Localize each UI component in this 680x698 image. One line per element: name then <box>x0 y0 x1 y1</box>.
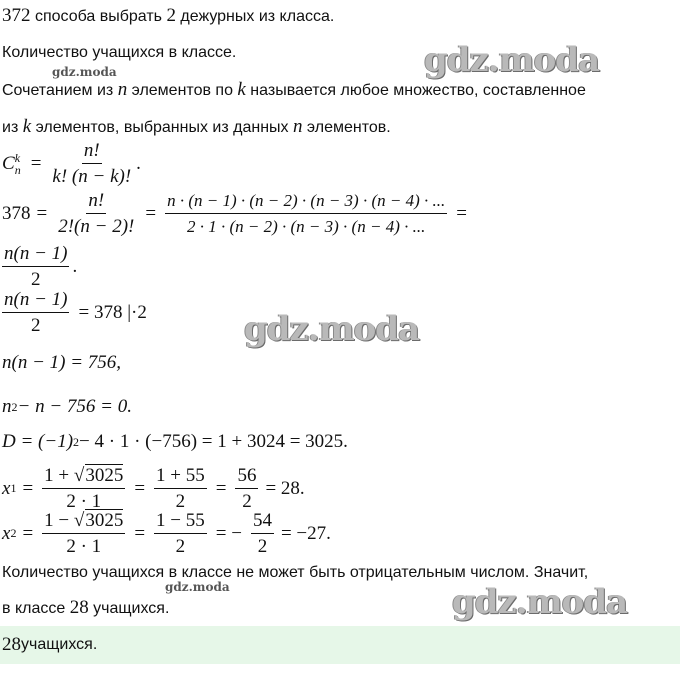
numerator: 54 <box>251 510 274 534</box>
denominator: 2 <box>30 315 41 336</box>
conclusion-line-1: Количество учащихся в классе не может быть отрицательным числом. Значит, <box>2 564 589 581</box>
equals: = <box>215 477 227 499</box>
denominator: 2 <box>175 491 186 512</box>
fraction <box>2 243 69 290</box>
fraction <box>154 465 207 512</box>
numerator: n(n − 1) <box>2 243 69 267</box>
text: = 28. <box>265 477 305 499</box>
fraction <box>42 465 125 512</box>
quadratic-equation <box>2 396 132 418</box>
fraction-line <box>2 243 77 290</box>
watermark-logo: gdz.moda <box>424 40 600 80</box>
numerator: n · (n − 1) · (n − 2) · (n − 3) · (n − 4) · ... <box>165 190 447 214</box>
text: дежурных из класса. <box>175 8 335 25</box>
number: 2 <box>166 5 176 26</box>
number: 28 <box>69 597 89 618</box>
equation-756: n(n − 1) = 756, <box>2 352 122 373</box>
denominator: 2!(n − 2)! <box>58 216 135 237</box>
fraction <box>2 289 69 336</box>
numerator: 1 − √3025 <box>42 510 125 534</box>
text: элементов, выбранных из данных <box>31 119 293 136</box>
equals: = − <box>215 522 242 544</box>
watermark-small: gdz.moda <box>52 65 117 79</box>
watermark-logo: gdz.moda <box>244 309 420 349</box>
text: − 4 · 1 · (−756) = 1 + 3024 = 3025. <box>79 431 348 452</box>
fraction <box>165 190 447 237</box>
var-k: k <box>22 116 32 137</box>
exponent: 2 <box>11 399 18 414</box>
fraction <box>56 190 136 237</box>
number: 378 <box>2 202 31 224</box>
fraction <box>42 510 125 557</box>
equals: = <box>36 202 48 224</box>
var-x: x <box>2 522 11 544</box>
numerator: n! <box>82 140 102 164</box>
text: способа выбрать <box>30 8 167 25</box>
equals: = <box>22 522 34 544</box>
denominator: 2 <box>257 536 268 557</box>
denominator: 2 · 1 <box>66 491 102 512</box>
fraction <box>50 140 133 187</box>
var-n: n <box>292 116 303 137</box>
numerator: 56 <box>235 465 258 489</box>
equals: = <box>456 202 467 224</box>
text: называется любое множество, составленное <box>245 82 586 99</box>
fraction <box>235 465 258 512</box>
denominator: 2 · 1 · (n − 2) · (n − 3) · (n − 4) · ... <box>186 217 426 236</box>
denominator: 2 <box>175 536 186 557</box>
definition-line-2 <box>2 117 391 138</box>
text: = −27. <box>280 522 331 544</box>
denominator: k! (n − k)! <box>52 166 132 187</box>
discriminant <box>2 431 348 453</box>
conclusion-line-2 <box>2 598 169 619</box>
question-line: Количество учащихся в классе. <box>2 44 237 61</box>
equals: = <box>134 522 146 544</box>
denominator: 2 · 1 <box>66 536 102 557</box>
number: 372 <box>2 5 31 26</box>
answer-box <box>0 626 680 664</box>
var-k: k <box>237 79 246 100</box>
text: элементов по <box>127 82 238 99</box>
numerator: 1 + 55 <box>154 465 207 489</box>
watermark-small: gdz.moda <box>165 580 230 594</box>
equals: = <box>145 202 157 224</box>
equals: = <box>30 152 42 174</box>
denominator: 2 <box>242 491 252 512</box>
text: D = (−1) <box>2 431 74 452</box>
text: 1 + <box>44 465 74 486</box>
subscript: n <box>14 162 21 177</box>
period: . <box>72 255 78 277</box>
subscript: 2 <box>10 526 17 540</box>
text: = 378 |·2 <box>78 301 147 323</box>
fraction <box>251 510 274 557</box>
text: − n − 756 = 0. <box>17 396 132 417</box>
var-n: n <box>2 396 12 417</box>
text: элементов. <box>302 119 391 136</box>
exponent: 2 <box>73 434 80 449</box>
combination-formula <box>2 140 141 187</box>
var-c: C <box>2 152 15 174</box>
root-x2 <box>2 510 331 557</box>
text: учащихся. <box>88 600 170 617</box>
denominator: 2 <box>30 269 41 290</box>
equation-times-2 <box>2 289 147 336</box>
radicand: 3025 <box>85 510 124 531</box>
superscript: k <box>14 150 21 165</box>
numerator: n! <box>86 190 106 214</box>
text: из <box>2 119 23 136</box>
subscript: 1 <box>10 481 17 495</box>
watermark-logo: gdz.moda <box>452 582 628 622</box>
equals: = <box>22 477 34 499</box>
numerator: n(n − 1) <box>2 289 69 313</box>
equation-378 <box>2 190 473 237</box>
fraction <box>154 510 207 557</box>
text: в классе <box>2 600 70 617</box>
answer-number: 28 <box>2 634 21 655</box>
text: Сочетанием из <box>2 82 118 99</box>
numerator: 1 + √3025 <box>42 465 125 489</box>
equals: = <box>134 477 146 499</box>
radicand: 3025 <box>85 465 124 486</box>
numerator: 1 − 55 <box>154 510 207 534</box>
definition-line-1 <box>2 80 586 101</box>
text: 1 − <box>44 510 74 531</box>
root-x1 <box>2 465 305 512</box>
var-n: n <box>117 79 128 100</box>
var-x: x <box>2 477 11 499</box>
answer-text: учащихся. <box>21 636 98 653</box>
statement-line <box>2 6 334 27</box>
period: . <box>136 152 141 174</box>
